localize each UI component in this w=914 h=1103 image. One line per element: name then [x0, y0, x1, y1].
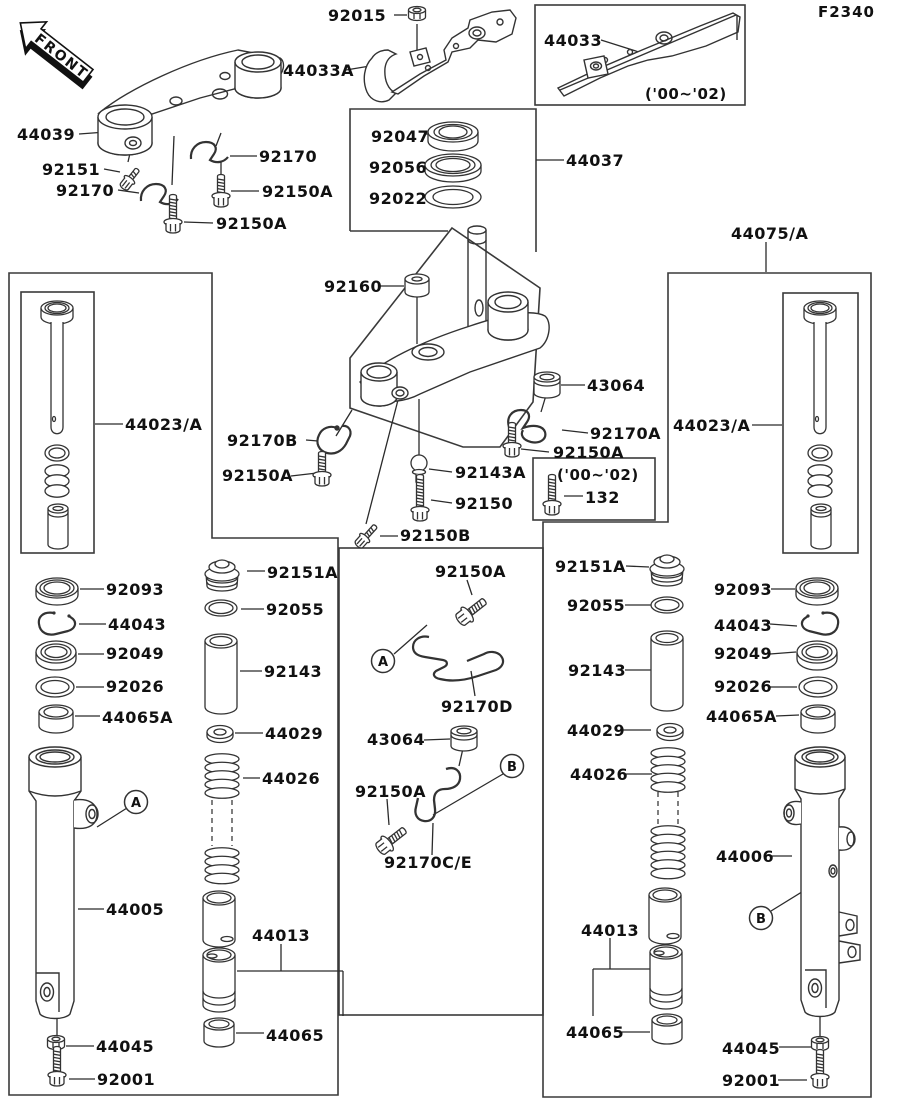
callout-b — [501, 755, 524, 778]
part-label-44029: 44029 — [567, 721, 626, 740]
leader-line — [770, 652, 796, 654]
leader-line — [626, 566, 649, 567]
part-label-92150b: 92150B — [400, 526, 471, 545]
part-bushing-right-44065 — [652, 1014, 682, 1044]
part-rebound-spring-left — [45, 465, 69, 497]
leader-line — [97, 808, 127, 827]
leader-line — [471, 671, 475, 696]
leader-line — [431, 500, 452, 503]
part-bushing-left-44065a — [39, 705, 73, 733]
leader-line — [776, 715, 799, 716]
part-label-44029: 44029 — [265, 724, 324, 743]
part-cylinder-right-44013-b — [650, 945, 682, 1009]
clip-92170d — [413, 637, 503, 681]
part-label-92151a: 92151A — [555, 557, 627, 576]
part-label-92001: 92001 — [97, 1070, 156, 1089]
fork-outer-tube-right-44006 — [784, 747, 860, 1017]
part-fork-cap-right-92151a — [650, 555, 684, 586]
part-damper-ring-left — [45, 445, 69, 461]
part-label-92093: 92093 — [106, 580, 165, 599]
part-damper-rod-right — [814, 322, 826, 434]
leader-line — [770, 624, 797, 626]
leader-line — [394, 625, 427, 654]
front-arrow-label: FRONT — [31, 30, 92, 83]
fork-outer-tube-left-44005 — [29, 747, 98, 1019]
leader-line — [118, 190, 139, 193]
part-label-44013: 44013 — [252, 926, 311, 945]
page-code: F2340 — [818, 3, 875, 21]
part-label-92170: 92170 — [56, 181, 115, 200]
part-label-92170b: 92170B — [227, 431, 298, 450]
part-label-92150a: 92150A — [355, 782, 427, 801]
part-damper-cap-right — [804, 301, 836, 324]
part-label-92143a: 92143A — [455, 463, 527, 482]
part-nut-92015 — [409, 7, 426, 21]
part-bolt-92150a-4 — [313, 452, 331, 487]
part-label-92151a: 92151A — [267, 563, 339, 582]
part-label-92150: 92150 — [455, 494, 514, 513]
part-label-44026: 44026 — [570, 765, 629, 784]
callout-letter: B — [756, 912, 766, 927]
part-snapring-right-44043 — [802, 611, 838, 634]
part-damper-ring-right — [808, 445, 832, 461]
part-bolt-92150a-5 — [453, 594, 490, 629]
part-label-43064: 43064 — [587, 376, 646, 395]
part-label-92143: 92143 — [568, 661, 627, 680]
part-label-92056: 92056 — [369, 158, 428, 177]
part-bolt-92150a-2 — [164, 195, 182, 234]
part-screw-92151 — [118, 165, 143, 192]
part-label-44023a: 44023/A — [125, 415, 203, 434]
part-label-44023a: 44023/A — [673, 416, 751, 435]
part-label-44045: 44045 — [722, 1039, 781, 1058]
part-bearing-92047 — [428, 122, 478, 151]
leader-line — [424, 739, 450, 740]
callout-a — [372, 650, 395, 673]
part-label-43064: 43064 — [367, 730, 426, 749]
part-cylinder-left-44013-b — [203, 948, 235, 1012]
part-label-92150a: 92150A — [262, 182, 334, 201]
part-cylinder-right-44013-a — [649, 888, 681, 944]
part-label-0002: ('00~'02) — [557, 466, 639, 484]
part-snapring-left-44043 — [39, 611, 75, 634]
part-label-92150a: 92150A — [216, 214, 288, 233]
leader-line — [387, 799, 389, 825]
part-bolt-92150 — [411, 475, 429, 522]
fender-bracket-44033 — [558, 13, 740, 96]
leader-line — [433, 774, 503, 815]
clip-92170-right — [191, 142, 228, 162]
leader-line — [521, 449, 549, 452]
part-label-44006: 44006 — [716, 847, 775, 866]
part-label-92150a: 92150A — [435, 562, 507, 581]
part-label-92170ce: 92170C/E — [384, 853, 473, 872]
part-screw-92150b — [353, 522, 381, 551]
part-label-92170: 92170 — [259, 147, 318, 166]
part-label-92015: 92015 — [328, 6, 387, 25]
part-washer-left-44029 — [207, 726, 233, 743]
part-label-92026: 92026 — [714, 677, 773, 696]
part-bolt-92150a-1 — [212, 175, 230, 208]
part-bolt-right-92001 — [811, 1050, 829, 1089]
part-fork-spring-right-44026 — [651, 748, 685, 879]
part-label-44045: 44045 — [96, 1037, 155, 1056]
part-label-44033: 44033 — [544, 31, 603, 50]
part-oil-seal-left-92049 — [36, 641, 76, 670]
callout-a — [125, 791, 148, 814]
clip-92170b — [317, 426, 350, 454]
part-label-0002: ('00~'02) — [645, 85, 727, 103]
part-label-44005: 44005 — [106, 900, 165, 919]
part-label-44065: 44065 — [266, 1026, 325, 1045]
part-label-92055: 92055 — [266, 600, 325, 619]
part-label-92170a: 92170A — [590, 424, 662, 443]
part-bushing-left-44065 — [204, 1018, 234, 1047]
leader-line — [562, 430, 588, 433]
part-dust-seal-right-92093 — [796, 578, 838, 605]
part-label-92026: 92026 — [106, 677, 165, 696]
part-damper-92160 — [405, 274, 429, 297]
leader-line — [432, 823, 433, 855]
part-label-44037: 44037 — [566, 151, 625, 170]
part-label-44039: 44039 — [17, 125, 76, 144]
part-damper-rod-left — [51, 322, 63, 434]
part-oring-right-92055 — [651, 597, 683, 613]
part-label-92151: 92151 — [42, 160, 101, 179]
part-label-44065: 44065 — [566, 1023, 625, 1042]
part-bushing-43064-a — [534, 372, 560, 398]
part-label-44075a: 44075/A — [731, 224, 809, 243]
leader-line — [601, 40, 642, 53]
part-spacer-right-92143 — [651, 631, 683, 711]
callout-letter: B — [507, 760, 517, 775]
part-taper-spindle-right — [811, 504, 831, 549]
leader-line — [306, 440, 318, 441]
part-label-44013: 44013 — [581, 921, 640, 940]
part-rebound-spring-right — [808, 465, 832, 497]
part-spacer-left-92143 — [205, 634, 237, 714]
part-bushing-43064-b — [451, 726, 477, 751]
callout-b — [750, 907, 773, 930]
part-bushing-right-44065a — [801, 705, 835, 733]
part-dust-seal-left-92093 — [36, 578, 78, 605]
part-label-44065a: 44065A — [706, 707, 778, 726]
part-label-92150a: 92150A — [222, 466, 294, 485]
part-label-44026: 44026 — [262, 769, 321, 788]
part-label-92047: 92047 — [371, 127, 430, 146]
part-race-92056 — [425, 154, 481, 182]
part-label-92001: 92001 — [722, 1071, 781, 1090]
part-oring-left-92055 — [205, 600, 237, 616]
part-ring-right-92026 — [799, 677, 837, 697]
part-fork-spring-left-44026 — [205, 754, 239, 884]
leader-line — [184, 222, 213, 223]
part-label-92143: 92143 — [264, 662, 323, 681]
callout-letter: A — [130, 796, 142, 811]
part-ring-left-92026 — [36, 677, 74, 697]
part-fork-cap-left-92151a — [205, 560, 239, 591]
leader-line — [104, 169, 120, 172]
part-label-132: 132 — [585, 488, 620, 507]
part-washer-right-44029 — [657, 724, 683, 741]
part-label-92170d: 92170D — [441, 697, 513, 716]
part-label-44043: 44043 — [108, 615, 167, 634]
part-label-44033a: 44033A — [283, 61, 355, 80]
part-label-92055: 92055 — [567, 596, 626, 615]
leader-line — [429, 469, 452, 472]
part-washer-right-44045 — [812, 1037, 829, 1051]
part-label-92150a: 92150A — [553, 443, 625, 462]
front-direction-arrow — [6, 10, 102, 97]
part-label-44043: 44043 — [714, 616, 773, 635]
part-damper-cap-left — [41, 301, 73, 324]
part-label-92049: 92049 — [714, 644, 773, 663]
leader-line — [467, 580, 472, 595]
leader-line — [172, 136, 174, 185]
part-label-92049: 92049 — [106, 644, 165, 663]
part-seal-92022 — [425, 186, 481, 208]
part-cylinder-left-44013-a — [203, 891, 235, 947]
part-label-44065a: 44065A — [102, 708, 174, 727]
part-taper-spindle-left — [48, 504, 68, 549]
leader-line — [216, 133, 221, 146]
part-label-92093: 92093 — [714, 580, 773, 599]
part-oil-seal-right-92049 — [797, 641, 837, 670]
callout-letter: A — [377, 655, 389, 670]
part-label-92160: 92160 — [324, 277, 383, 296]
upper-triple-clamp-44039 — [98, 50, 283, 155]
part-bolt-left-92001 — [48, 1047, 66, 1087]
part-label-92022: 92022 — [369, 189, 428, 208]
fender-bracket-44033a — [364, 10, 516, 102]
